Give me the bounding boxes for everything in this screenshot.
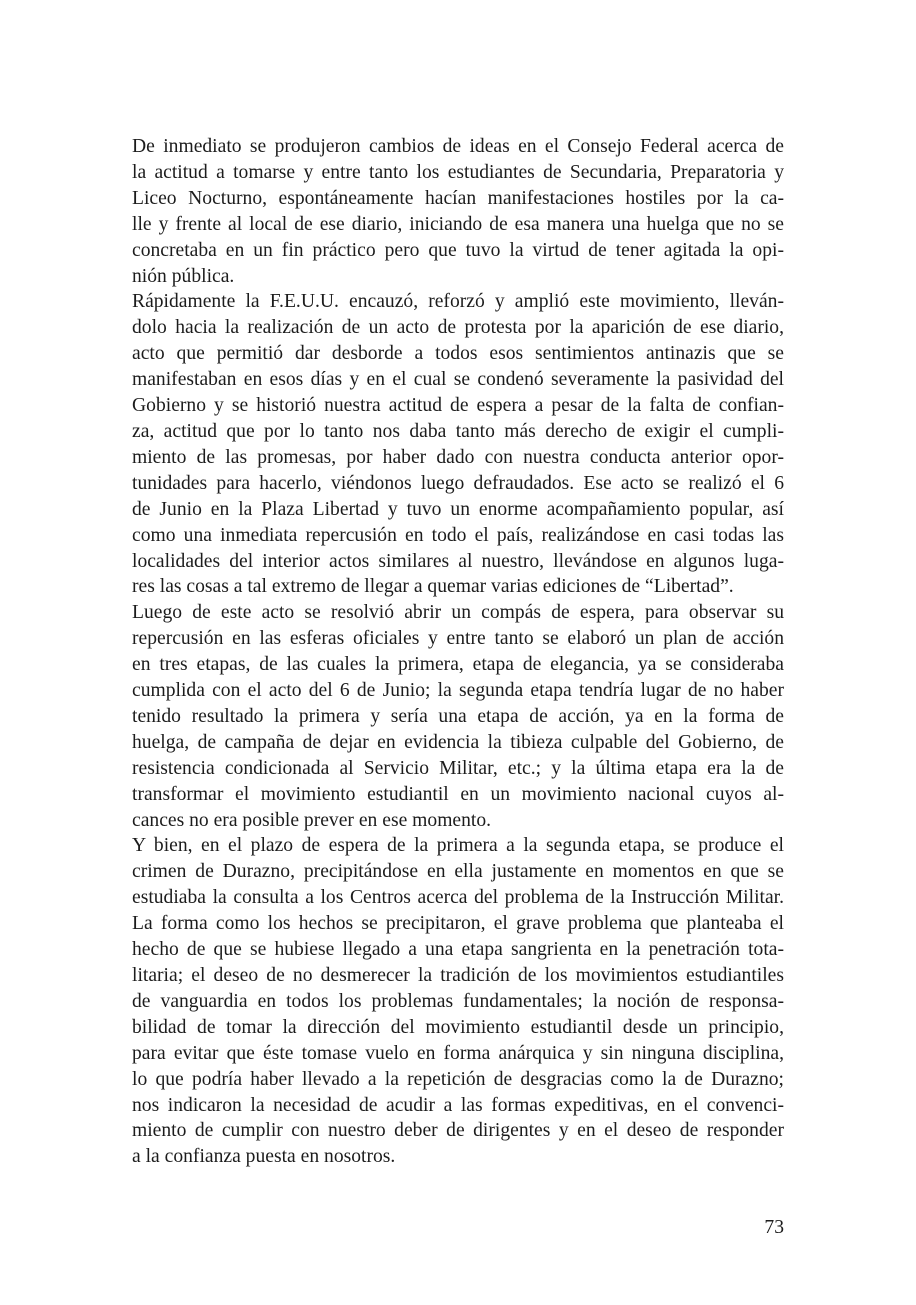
text-line: Luego de este acto se resolvió abrir un compás de espera, para observar su	[132, 602, 784, 624]
page-number: 73	[764, 1217, 784, 1238]
text-line: como una inmediata repercusión en todo el país, realizándose en casi todas las	[132, 524, 784, 546]
text-line: hecho de que se hubiese llegado a una etapa sangrienta en la penetración tota-	[132, 939, 784, 961]
text-line: acto que permitió dar desborde a todos esos sentimientos antinazis que se	[132, 343, 784, 365]
text-line: concretaba en un fin práctico pero que tuvo la virtud de tener agitada la opi-	[132, 239, 784, 261]
text-line: dolo hacia la realización de un acto de protesta por la aparición de ese diario,	[132, 317, 784, 339]
paragraph	[132, 600, 784, 833]
paragraph	[132, 134, 784, 289]
text-line: la actitud a tomarse y entre tanto los estudiantes de Secundaria, Preparatoria y	[132, 161, 784, 183]
text-line: De inmediato se produjeron cambios de ideas en el Consejo Federal acerca de	[132, 136, 784, 157]
text-line: Liceo Nocturno, espontáneamente hacían manifestaciones hostiles por la ca-	[132, 187, 784, 209]
text-line: transformar el movimiento estudiantil en un movimiento nacional cuyos al-	[132, 783, 784, 805]
text-line: cumplida con el acto del 6 de Junio; la segunda etapa tendría lugar de no haber	[132, 680, 784, 702]
text-line: de Junio en la Plaza Libertad y tuvo un enorme acompañamiento popular, así	[132, 498, 784, 520]
text-line: bilidad de tomar la dirección del movimiento estudiantil desde un principio,	[132, 1016, 784, 1038]
text-line: tunidades para hacerlo, viéndonos luego defraudados. Ese acto se realizó el 6	[132, 472, 784, 494]
text-line: en tres etapas, de las cuales la primera, etapa de elegancia, ya se consideraba	[132, 654, 784, 676]
text-line: repercusión en las esferas oficiales y entre tanto se elaboró un plan de acción	[132, 628, 784, 650]
text-line: nión pública.	[132, 265, 235, 287]
paragraph	[132, 833, 784, 1170]
text-line: nos indicaron la necesidad de acudir a las formas expeditivas, en el convenci-	[132, 1094, 784, 1116]
text-line: tenido resultado la primera y sería una etapa de acción, ya en la forma de	[132, 705, 784, 727]
text-line: miento de las promesas, por haber dado con nuestra conducta anterior opor-	[132, 446, 784, 468]
text-line: Gobierno y se historió nuestra actitud de espera a pesar de la falta de confian-	[132, 395, 784, 417]
text-line: miento de cumplir con nuestro deber de dirigentes y en el deseo de responder	[132, 1120, 784, 1142]
paragraph	[132, 289, 784, 600]
text-line: La forma como los hechos se precipitaron, el grave problema que planteaba el	[132, 913, 784, 935]
text-line: para evitar que éste tomase vuelo en forma anárquica y sin ninguna disciplina,	[132, 1042, 784, 1064]
text-line: crimen de Durazno, precipitándose en ella justamente en momentos en que se	[132, 861, 784, 883]
text-line: Y bien, en el plazo de espera de la primera a la segunda etapa, se produce el	[132, 835, 784, 857]
body-text	[132, 134, 784, 1170]
text-line: cances no era posible prever en ese momento.	[132, 809, 492, 831]
text-line: estudiaba la consulta a los Centros acerca del problema de la Instrucción Militar.	[132, 887, 784, 909]
text-line: localidades del interior actos similares al nuestro, llevándose en algunos luga-	[132, 550, 784, 572]
text-line: za, actitud que por lo tanto nos daba tanto más derecho de exigir el cumpli-	[132, 420, 784, 442]
text-line: litaria; el deseo de no desmerecer la tradición de los movimientos estudiantiles	[132, 965, 784, 986]
text-line: lo que podría haber llevado a la repetición de desgracias como la de Durazno;	[132, 1068, 784, 1090]
text-line: res las cosas a tal extremo de llegar a quemar varias ediciones de “Libertad”.	[132, 576, 734, 598]
text-line: resistencia condicionada al Servicio Militar, etc.; y la última etapa era la de	[132, 757, 784, 779]
text-line: huelga, de campaña de dejar en evidencia la tibieza culpable del Gobierno, de	[132, 731, 784, 753]
text-line: manifestaban en esos días y en el cual se condenó severamente la pasividad del	[132, 369, 784, 391]
text-line: de vanguardia en todos los problemas fundamentales; la noción de responsa-	[132, 990, 784, 1012]
text-line: a la confianza puesta en nosotros.	[132, 1146, 396, 1168]
text-line: Rápidamente la F.E.U.U. encauzó, reforzó y amplió este movimiento, lleván-	[132, 291, 784, 313]
text-line: lle y frente al local de ese diario, iniciando de esa manera una huelga que no se	[132, 213, 784, 235]
